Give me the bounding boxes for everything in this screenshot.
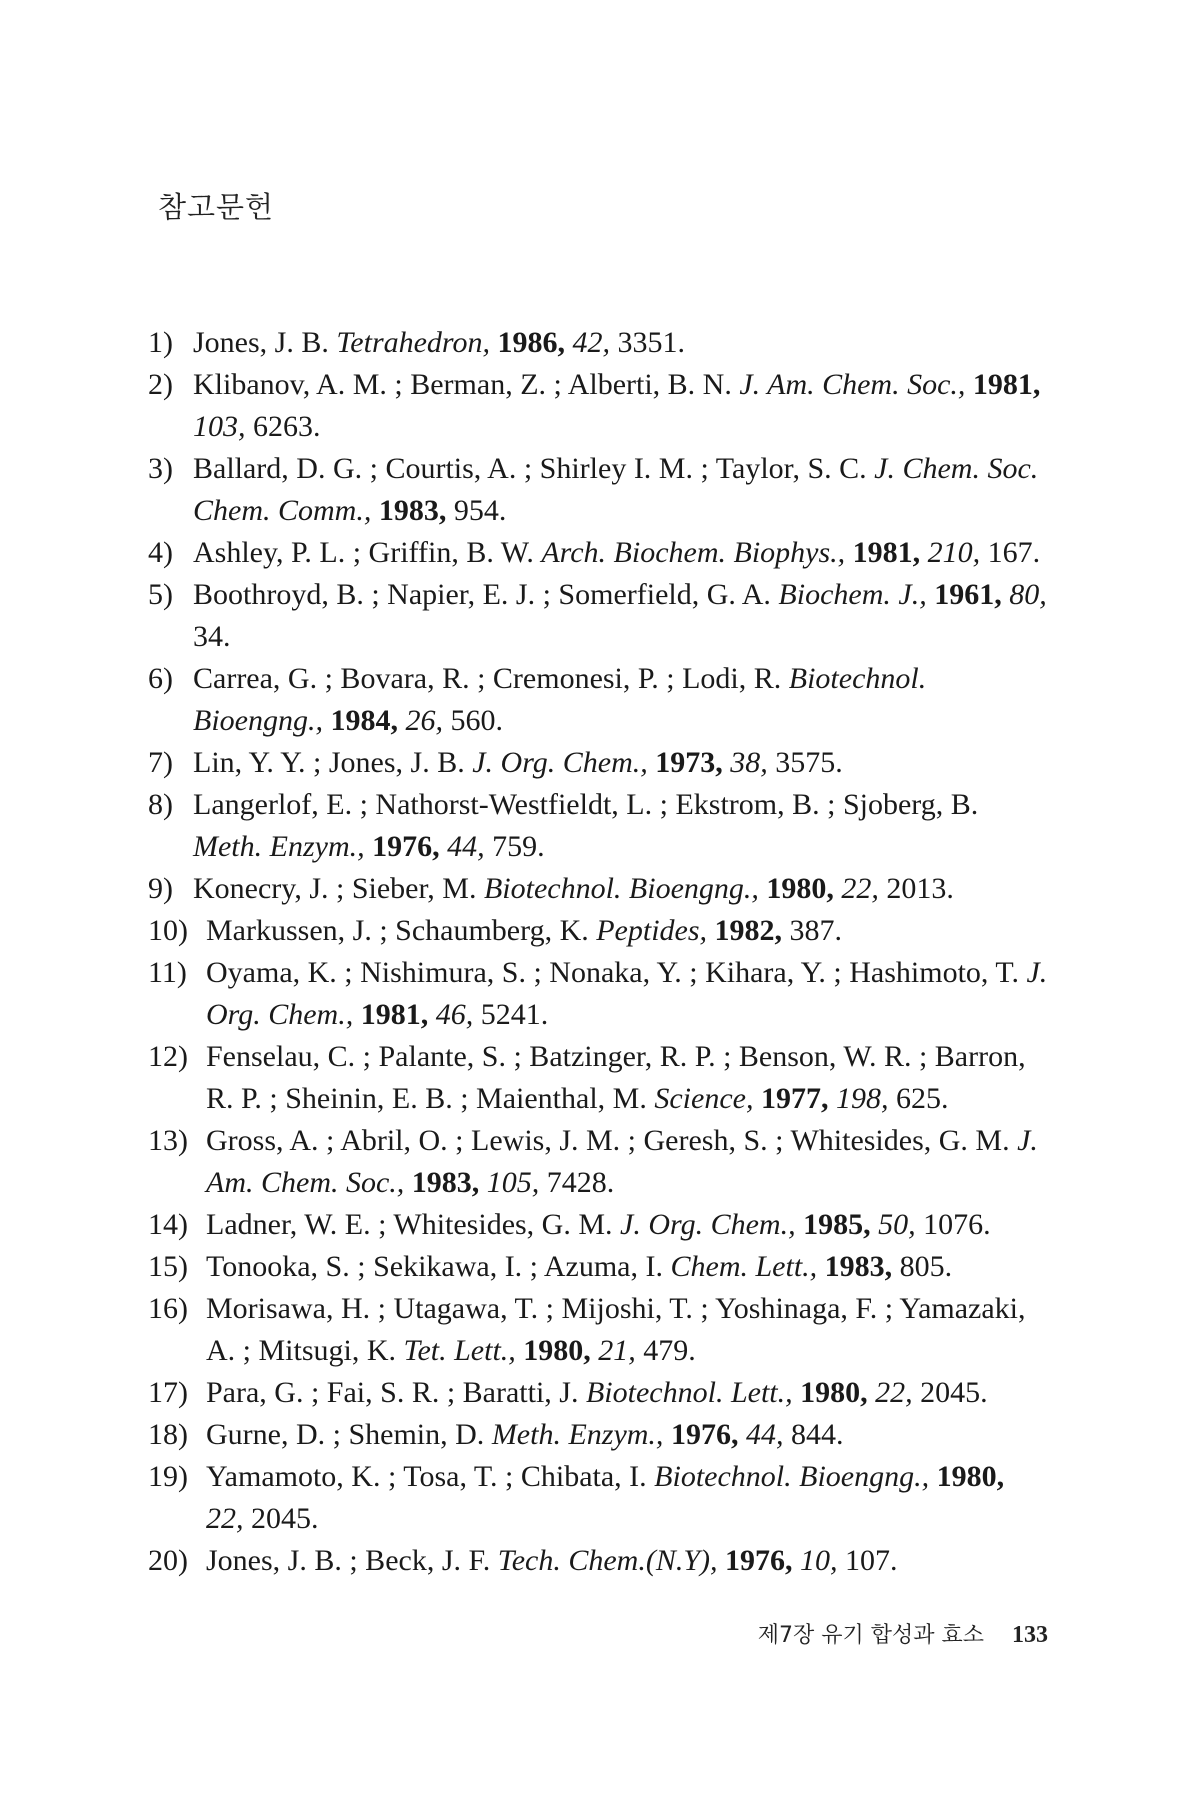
reference-volume: 198,: [835, 1082, 889, 1115]
reference-list: [148, 322, 1048, 1582]
reference-journal: Biotechnol. Lett.,: [585, 1376, 793, 1409]
reference-authors: Langerlof, E. ; Nathorst-Westfieldt, L. ; Ekstrom, B. ; Sjoberg, B.: [193, 788, 979, 821]
reference-volume: 210,: [927, 536, 981, 569]
reference-number: 1): [148, 326, 173, 359]
reference-item: [148, 1414, 1048, 1456]
reference-journal: Tet. Lett.,: [403, 1334, 516, 1367]
reference-authors: Yamamoto, K. ; Tosa, T. ; Chibata, I.: [206, 1460, 647, 1493]
reference-pages: 3351.: [617, 326, 685, 359]
reference-item: [148, 1246, 1048, 1288]
reference-volume: 42,: [572, 326, 610, 359]
reference-year: 1982,: [714, 914, 783, 947]
reference-item: [148, 1456, 1048, 1540]
reference-year: 1986,: [497, 326, 565, 359]
reference-volume: 22,: [875, 1376, 913, 1409]
reference-authors: Oyama, K. ; Nishimura, S. ; Nonaka, Y. ; Kihara, Y. ; Hashimoto, T.: [206, 956, 1019, 989]
reference-pages: 6263.: [253, 410, 321, 443]
reference-number: 2): [148, 368, 173, 401]
reference-year: 1983,: [411, 1166, 480, 1199]
reference-journal: J. Org. Chem.,: [620, 1208, 796, 1241]
reference-volume: 44,: [745, 1418, 784, 1451]
chapter-title: 제7장 유기 합성과 효소: [757, 1623, 984, 1648]
reference-journal: Biotechnol. Bioengng.,: [193, 662, 927, 737]
reference-pages: 2013.: [886, 872, 954, 905]
reference-journal: Tech. Chem.(N.Y),: [497, 1544, 718, 1577]
reference-number: 13): [148, 1124, 188, 1157]
reference-journal: J. Chem. Soc. Chem. Comm.,: [193, 452, 1039, 527]
reference-authors: Para, G. ; Fai, S. R. ; Baratti, J.: [206, 1376, 579, 1409]
reference-pages: 5241.: [480, 998, 549, 1031]
reference-year: 1961,: [934, 578, 1002, 611]
reference-item: [148, 1204, 1048, 1246]
reference-number: 19): [148, 1460, 188, 1493]
reference-number: 8): [148, 788, 173, 821]
reference-volume: 105,: [486, 1166, 540, 1199]
reference-number: 7): [148, 746, 173, 779]
reference-number: 18): [148, 1418, 188, 1451]
reference-year: 1983,: [824, 1250, 893, 1283]
reference-journal: Meth. Enzym.,: [491, 1418, 664, 1451]
reference-item: [148, 742, 1048, 784]
reference-volume: 38,: [730, 746, 768, 779]
reference-year: 1983,: [378, 494, 447, 527]
page-number: 133: [1012, 1622, 1048, 1648]
reference-number: 9): [148, 872, 173, 905]
reference-item: [148, 1288, 1048, 1372]
reference-authors: Morisawa, H. ; Utagawa, T. ; Mijoshi, T. ; Yoshinaga, F. ; Yamazaki, A. ; Mitsugi, K.: [206, 1292, 1026, 1367]
reference-pages: 1076.: [923, 1208, 991, 1241]
reference-number: 4): [148, 536, 173, 569]
reference-authors: Boothroyd, B. ; Napier, E. J. ; Somerfield, G. A.: [193, 578, 771, 611]
reference-authors: Fenselau, C. ; Palante, S. ; Batzinger, R. P. ; Benson, W. R. ; Barron, R. P. ; Sheinin, E. B. ; Maienthal, M.: [206, 1040, 1026, 1115]
reference-number: 11): [148, 956, 187, 989]
reference-year: 1984,: [330, 704, 398, 737]
reference-pages: 2045.: [251, 1502, 319, 1535]
reference-item: [148, 658, 1048, 742]
reference-authors: Ballard, D. G. ; Courtis, A. ; Shirley I. M. ; Taylor, S. C.: [193, 452, 867, 485]
reference-item: [148, 784, 1048, 868]
reference-pages: 2045.: [920, 1376, 988, 1409]
reference-year: 1976,: [725, 1544, 793, 1577]
reference-item: [148, 364, 1048, 448]
reference-authors: Jones, J. B. ; Beck, J. F.: [206, 1544, 491, 1577]
reference-journal: Biotechnol. Bioengng.,: [654, 1460, 930, 1493]
page-title: 참고문헌: [158, 190, 275, 224]
reference-pages: 954.: [453, 494, 507, 527]
reference-number: 6): [148, 662, 173, 695]
reference-authors: Gross, A. ; Abril, O. ; Lewis, J. M. ; Geresh, S. ; Whitesides, G. M.: [206, 1124, 1010, 1157]
reference-volume: 21,: [598, 1334, 636, 1367]
reference-authors: Ashley, P. L. ; Griffin, B. W.: [193, 536, 534, 569]
reference-year: 1980,: [766, 872, 834, 905]
reference-pages: 479.: [643, 1334, 696, 1367]
reference-journal: J. Org. Chem.,: [472, 746, 648, 779]
reference-volume: 80,: [1009, 578, 1047, 611]
reference-year: 1980,: [936, 1460, 1005, 1493]
reference-journal: Biochem. J.,: [778, 578, 927, 611]
reference-item: [148, 1372, 1048, 1414]
reference-year: 1980,: [800, 1376, 868, 1409]
reference-year: 1973,: [655, 746, 723, 779]
reference-authors: Gurne, D. ; Shemin, D.: [206, 1418, 485, 1451]
reference-journal: Meth. Enzym.,: [193, 830, 365, 863]
reference-number: 3): [148, 452, 173, 485]
reference-pages: 167.: [987, 536, 1041, 569]
reference-pages: 560.: [450, 704, 503, 737]
reference-item: [148, 1540, 1048, 1582]
reference-volume: 103,: [193, 410, 246, 443]
reference-pages: 3575.: [775, 746, 843, 779]
reference-year: 1981,: [360, 998, 429, 1031]
reference-journal: Arch. Biochem. Biophys.,: [541, 536, 846, 569]
reference-authors: Ladner, W. E. ; Whitesides, G. M.: [206, 1208, 613, 1241]
reference-item: [148, 1036, 1048, 1120]
reference-number: 14): [148, 1208, 188, 1241]
reference-journal: J. Am. Chem. Soc.,: [739, 368, 966, 401]
reference-authors: Markussen, J. ; Schaumberg, K.: [206, 914, 589, 947]
reference-journal: Tetrahedron,: [336, 326, 490, 359]
page-footer: [758, 1618, 1048, 1649]
reference-pages: 844.: [790, 1418, 844, 1451]
reference-year: 1976,: [372, 830, 440, 863]
reference-journal: J. Org. Chem.,: [206, 956, 1048, 1031]
reference-item: [148, 910, 1048, 952]
reference-year: 1981,: [972, 368, 1041, 401]
reference-pages: 107.: [845, 1544, 898, 1577]
reference-item: [148, 322, 1048, 364]
reference-pages: 759.: [492, 830, 545, 863]
reference-authors: Lin, Y. Y. ; Jones, J. B.: [193, 746, 465, 779]
reference-volume: 50,: [878, 1208, 916, 1241]
reference-volume: 22,: [206, 1502, 244, 1535]
reference-authors: Konecry, J. ; Sieber, M.: [193, 872, 477, 905]
reference-pages: 625.: [895, 1082, 949, 1115]
reference-number: 5): [148, 578, 173, 611]
reference-journal: Biotechnol. Bioengng.,: [483, 872, 759, 905]
reference-authors: Tonooka, S. ; Sekikawa, I. ; Azuma, I.: [206, 1250, 663, 1283]
reference-item: [148, 448, 1048, 532]
reference-volume: 46,: [435, 998, 474, 1031]
reference-journal: J. Am. Chem. Soc.,: [206, 1124, 1038, 1199]
reference-item: [148, 532, 1048, 574]
reference-pages: 805.: [899, 1250, 953, 1283]
reference-authors: Jones, J. B.: [193, 326, 329, 359]
reference-pages: 387.: [789, 914, 843, 947]
reference-item: [148, 952, 1048, 1036]
reference-year: 1981,: [852, 536, 921, 569]
reference-item: [148, 1120, 1048, 1204]
reference-year: 1980,: [523, 1334, 591, 1367]
reference-volume: 44,: [447, 830, 485, 863]
reference-volume: 22,: [841, 872, 879, 905]
reference-journal: Chem. Lett.,: [670, 1250, 818, 1283]
reference-year: 1976,: [670, 1418, 739, 1451]
reference-number: 16): [148, 1292, 188, 1325]
reference-number: 17): [148, 1376, 188, 1409]
reference-pages: 7428.: [546, 1166, 615, 1199]
reference-number: 15): [148, 1250, 188, 1283]
reference-pages: 34.: [193, 620, 231, 653]
reference-year: 1977,: [760, 1082, 829, 1115]
reference-item: [148, 868, 1048, 910]
reference-volume: 10,: [800, 1544, 838, 1577]
reference-item: [148, 574, 1048, 658]
reference-journal: Peptides,: [596, 914, 708, 947]
reference-journal: Science,: [654, 1082, 754, 1115]
reference-number: 10): [148, 914, 188, 947]
reference-year: 1985,: [803, 1208, 871, 1241]
reference-number: 20): [148, 1544, 188, 1577]
reference-number: 12): [148, 1040, 188, 1073]
reference-authors: Carrea, G. ; Bovara, R. ; Cremonesi, P. ; Lodi, R.: [193, 662, 782, 695]
reference-volume: 26,: [405, 704, 443, 737]
reference-authors: Klibanov, A. M. ; Berman, Z. ; Alberti, B. N.: [193, 368, 732, 401]
